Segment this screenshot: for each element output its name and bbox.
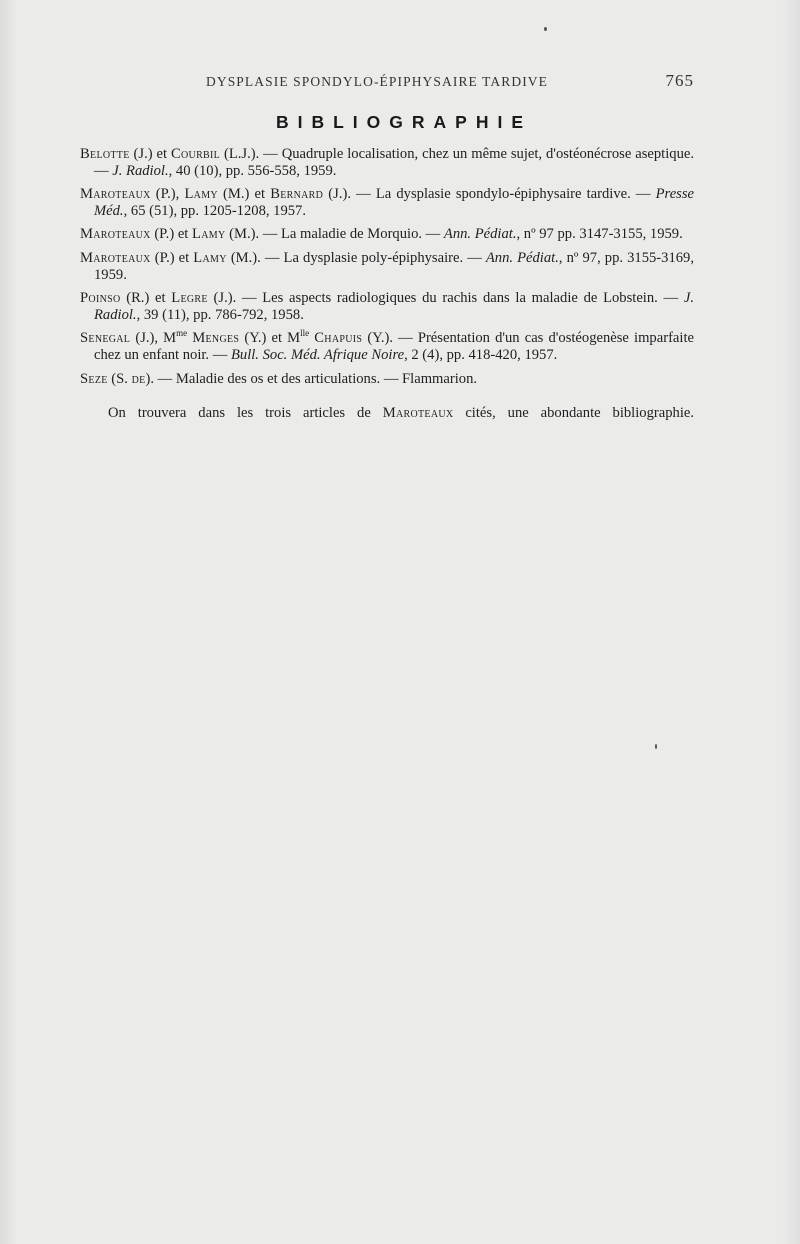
reference-author: Chapuis	[314, 330, 363, 347]
reference-text: (J.) et	[129, 146, 171, 162]
reference-text: (R.) et	[120, 290, 172, 307]
reference-list	[80, 146, 694, 394]
reference-author: Lamy	[193, 249, 227, 266]
reference-entry	[80, 226, 694, 243]
reference-author: Legre	[171, 290, 208, 307]
reference-text: (S.	[107, 370, 132, 387]
reference-entry	[80, 330, 694, 363]
reference-text: (L.J.). — Quadruple localisation, chez un même sujet, d'ostéonécrose aseptique. —	[94, 146, 695, 179]
reference-text: ). — Maladie des os et des articulations. — Flammarion.	[145, 370, 478, 387]
reference-text: (M.) et	[217, 186, 271, 203]
reference-text: , 2 (4), pp. 418-420, 1957.	[404, 346, 558, 363]
reference-entry	[80, 250, 694, 283]
reference-journal: Ann. Pédiat.	[443, 226, 517, 243]
reference-text: (J.). — Les aspects radiologiques du rachis dans la maladie de Lobstein. —	[207, 290, 684, 307]
closing-author: Maroteaux	[382, 405, 454, 421]
reference-text: (J.). — La dysplasie spondylo-épiphysaire tardive. —	[323, 186, 656, 203]
reference-author: de	[131, 370, 146, 387]
reference-author: Lamy	[192, 226, 226, 243]
reference-text: (J.), M	[130, 330, 177, 347]
reference-author: Senegal	[80, 330, 131, 347]
reference-author: Belotte	[80, 146, 130, 162]
running-title: DYSPLASIE SPONDYLO-ÉPIPHYSAIRE TARDIVE	[206, 74, 548, 89]
reference-author: Maroteaux	[80, 226, 151, 243]
reference-text: , 39 (11), pp. 786-792, 1958.	[136, 306, 304, 323]
reference-entry	[80, 371, 694, 388]
closing-note	[80, 405, 694, 422]
reference-author: Courbil	[171, 146, 221, 162]
reference-entry	[80, 186, 694, 219]
reference-author: Bernard	[270, 186, 324, 203]
section-heading: BIBLIOGRAPHIE	[275, 112, 533, 132]
reference-journal: Presse Méd.	[94, 186, 695, 219]
reference-text: (Y.) et M	[239, 330, 301, 347]
reference-text: , nº 97, pp. 3155-3169, 1959.	[94, 249, 694, 283]
reference-text: (P.),	[150, 186, 185, 203]
closing-text-before: On trouvera dans les trois articles de	[108, 405, 383, 421]
reference-journal: J. Radiol.	[112, 162, 169, 179]
reference-author: Maroteaux	[80, 186, 151, 203]
reference-text: , 65 (51), pp. 1205-1208, 1957.	[123, 202, 307, 219]
reference-text: (Y.). — Présentation d'un cas d'ostéogenèse imparfaite chez un enfant noir. —	[94, 330, 694, 363]
reference-author: Seze	[80, 370, 108, 387]
running-head	[80, 71, 694, 96]
reference-author: Poinso	[80, 290, 121, 307]
reference-text: , 40 (10), pp. 556-558, 1959.	[168, 162, 337, 179]
reference-journal: Bull. Soc. Méd. Afrique Noire	[230, 346, 405, 363]
reference-title-suffix: lle	[300, 328, 310, 339]
reference-text: (M.). — La dysplasie poly-épiphysaire. —	[226, 249, 486, 266]
paper-speck	[655, 744, 657, 749]
reference-author: Maroteaux	[80, 249, 151, 266]
reference-journal: Ann. Pédiat.	[485, 249, 559, 266]
reference-text: (P.) et	[150, 226, 193, 243]
reference-text: , nº 97 pp. 3147-3155, 1959.	[516, 226, 683, 243]
paper-speck	[544, 27, 547, 31]
reference-text: (M.). — La maladie de Morquio. —	[225, 226, 444, 243]
reference-author: Menges	[192, 330, 240, 347]
reference-title-suffix: me	[176, 328, 188, 339]
reference-journal: J. Radiol.	[94, 290, 694, 323]
reference-entry	[80, 146, 694, 179]
reference-text: (P.) et	[150, 249, 194, 266]
reference-entry	[80, 290, 694, 323]
page-number: 765	[665, 71, 694, 90]
reference-author: Lamy	[184, 186, 218, 203]
closing-text-after: cités, une abondante bibliographie.	[453, 405, 694, 421]
